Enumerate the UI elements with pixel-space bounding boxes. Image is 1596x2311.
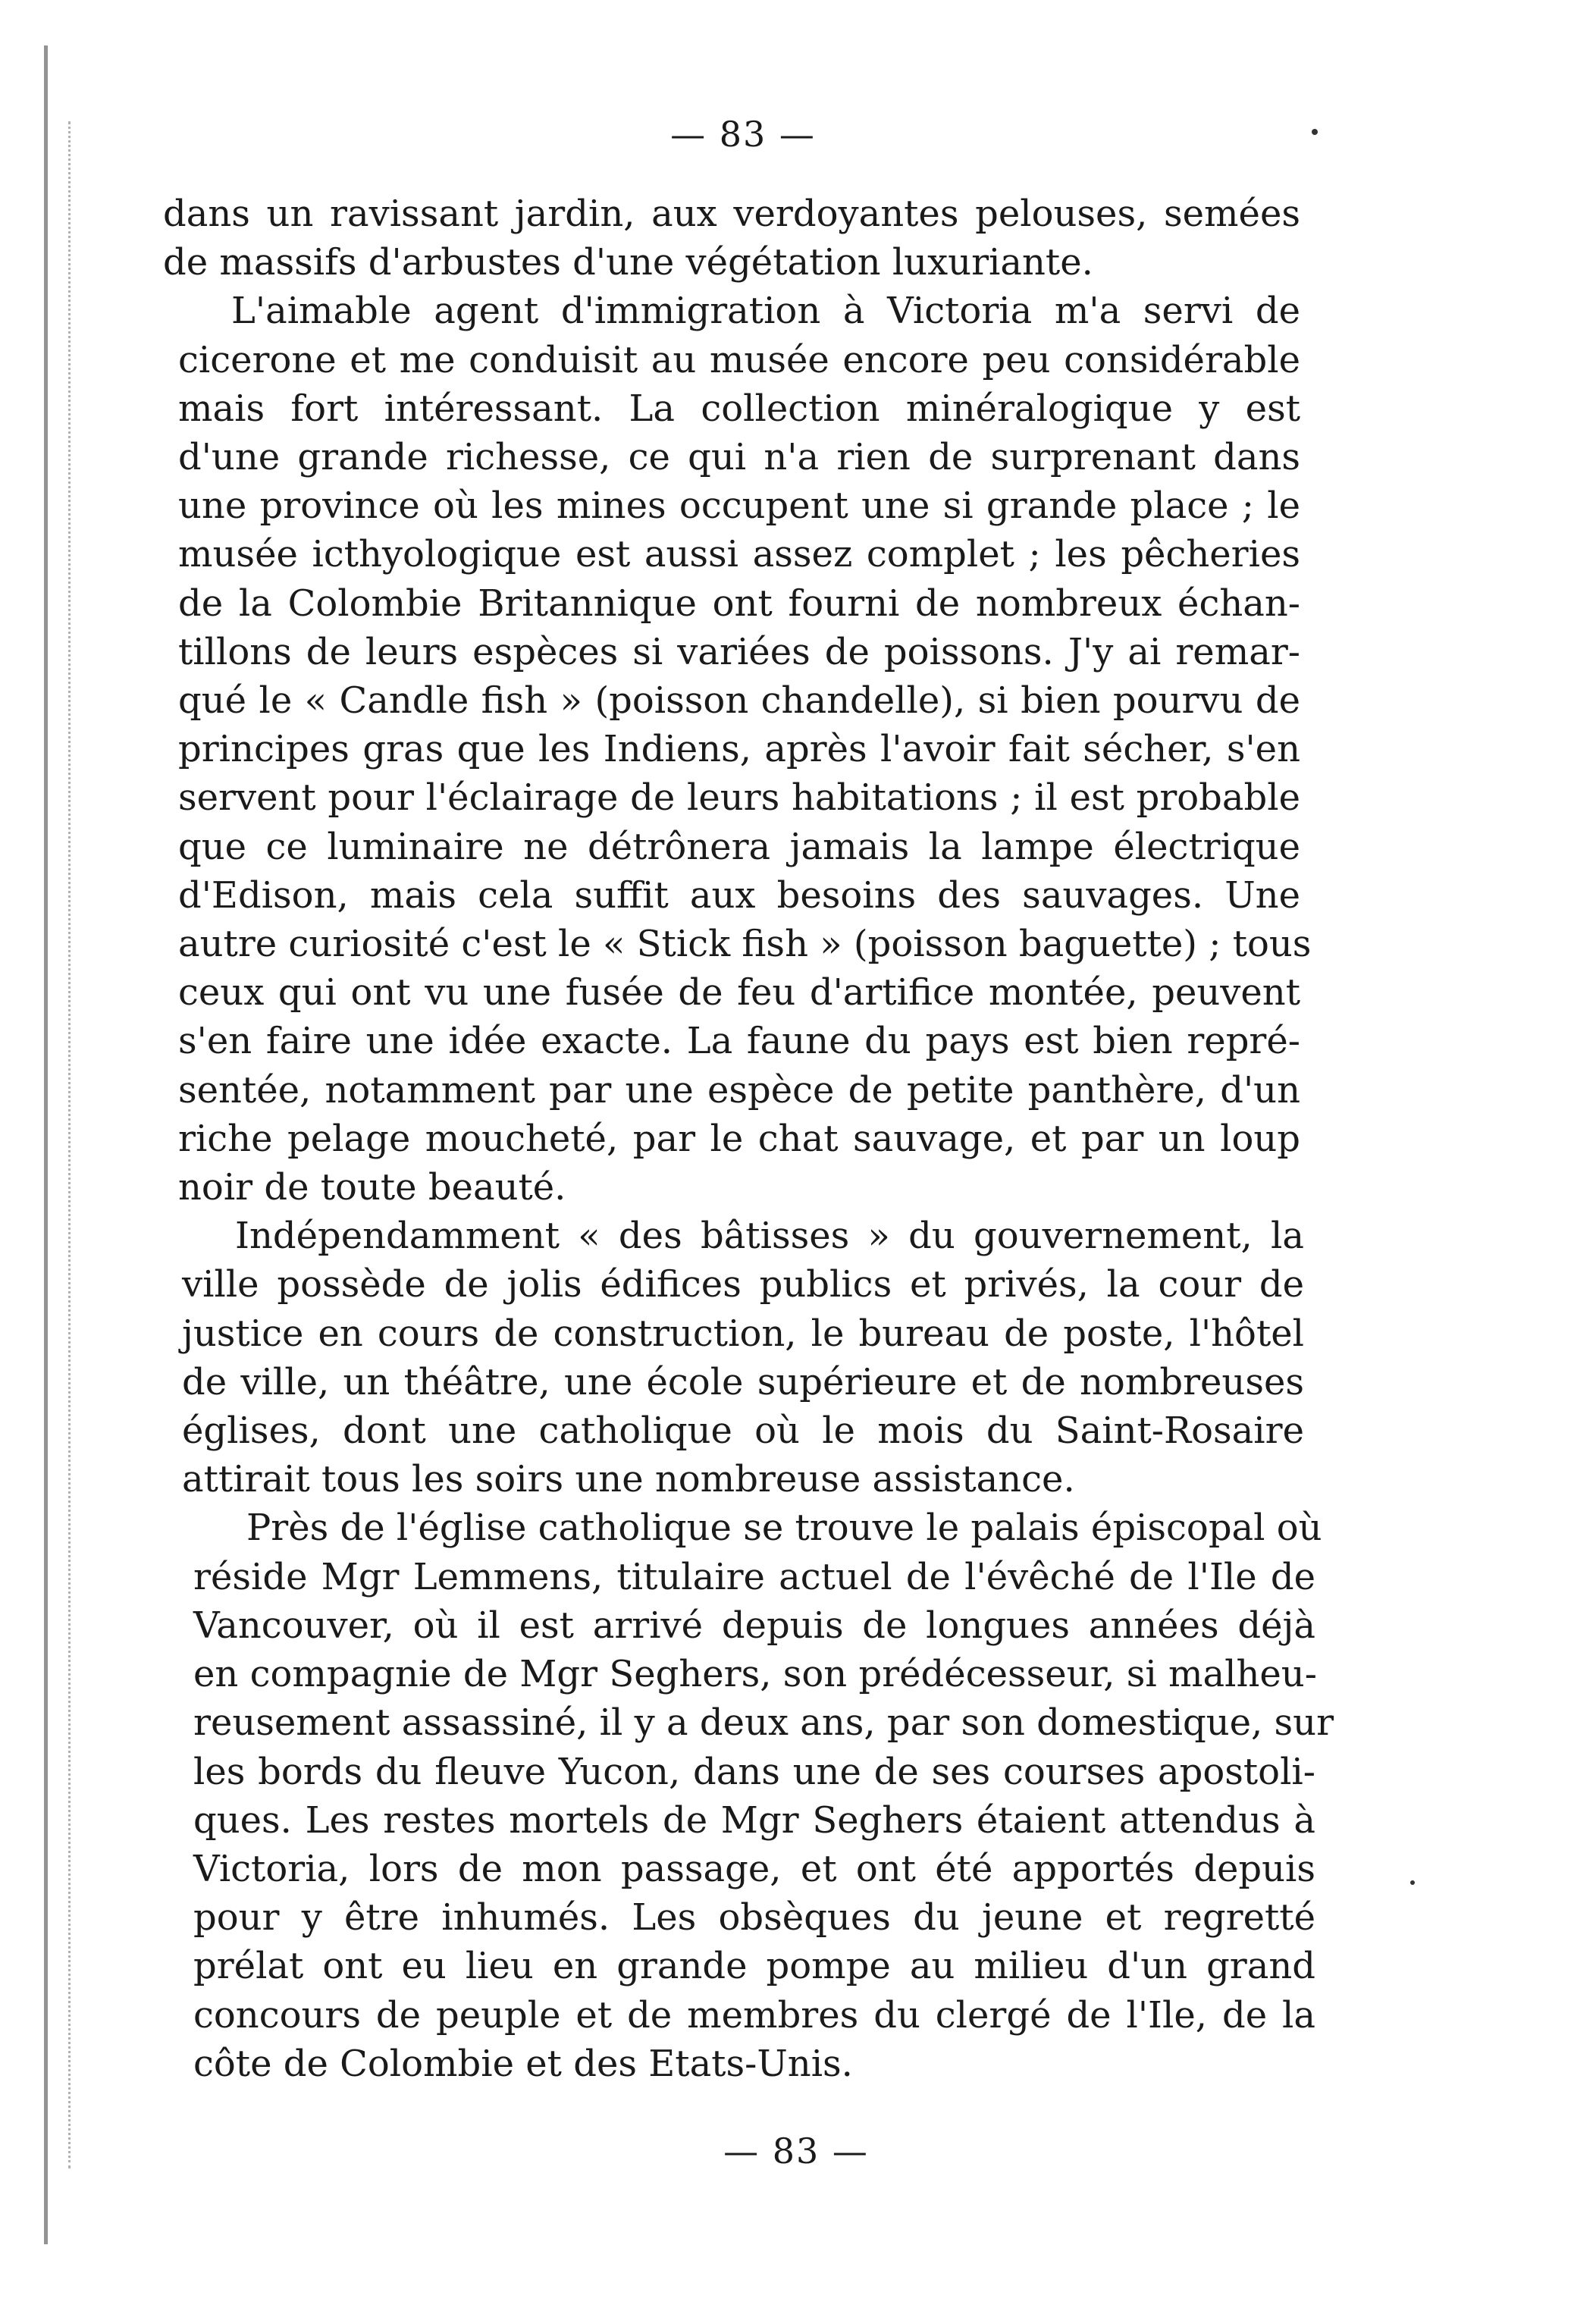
text-line: Près de l'église catholique se trouve le palais épiscopal où — [246, 1507, 1322, 1550]
text-line: d'une grande richesse, ce qui n'a rien de surprenant dans — [178, 436, 1300, 479]
print-speck — [1410, 1880, 1415, 1885]
paragraph-container — [163, 190, 1334, 2088]
text-line: servent pour l'éclairage de leurs habitations ; il est probable — [178, 776, 1300, 820]
text-line: dans un ravissant jardin, aux verdoyantes pelouses, semées — [163, 193, 1300, 235]
text-line: en compagnie de Mgr Seghers, son prédécesseur, si malheu- — [193, 1653, 1317, 1696]
text-line: églises, dont une catholique où le mois du Saint-Rosaire — [182, 1409, 1304, 1453]
text-line: s'en faire une idée exacte. La faune du pays est bien repré- — [178, 1020, 1300, 1063]
text-line: attirait tous les soirs une nombreuse assistance. — [182, 1458, 1075, 1501]
text-line: Vancouver, où il est arrivé depuis de longues années déjà — [193, 1604, 1315, 1647]
header-page-number: — 83 — — [670, 114, 816, 155]
text-line: que ce luminaire ne détrônera jamais la lampe électrique — [178, 825, 1300, 868]
binding-shadow-mark — [68, 121, 75, 2168]
text-line: de ville, un théâtre, une école supérieure et de nombreuses — [182, 1360, 1304, 1403]
text-line: ceux qui ont vu une fusée de feu d'artifice montée, peuvent — [178, 971, 1300, 1014]
text-line: tillons de leurs espèces si variées de poissons. J'y ai remar- — [178, 630, 1300, 673]
text-line: qué le « Candle fish » (poisson chandelle), si bien pourvu de — [178, 679, 1300, 723]
text-line: autre curiosité c'est le « Stick fish » (poisson baguette) ; tous — [178, 923, 1312, 966]
text-line: Victoria, lors de mon passage, et ont été apportés depuis — [193, 1847, 1315, 1890]
text-line: musée icthyologique est aussi assez complet ; les pêcheries — [178, 533, 1300, 576]
text-line: prélat ont eu lieu en grande pompe au milieu d'un grand — [193, 1945, 1315, 1988]
text-line: cicerone et me conduisit au musée encore peu considérable — [178, 338, 1300, 381]
text-line: les bords du fleuve Yucon, dans une de ses courses apostoli- — [193, 1750, 1315, 1793]
text-line: Indépendamment « des bâtisses » du gouvernement, la — [235, 1215, 1304, 1258]
text-line: concours de peuple et de membres du clergé de l'Ile, de la — [193, 1993, 1315, 2037]
text-line: principes gras que les Indiens, après l'avoir fait sécher, s'en — [178, 728, 1300, 771]
footer-page-number: — 83 — — [723, 2131, 869, 2171]
text-line: une province où les mines occupent une si grande place ; le — [178, 484, 1300, 528]
text-line: ville possède de jolis édifices publics et privés, la cour de — [182, 1263, 1304, 1306]
paragraph — [193, 1504, 1334, 2087]
text-line: d'Edison, mais cela suffit aux besoins des sauvages. Une — [178, 873, 1300, 917]
text-line: de la Colombie Britannique ont fourni de nombreux échan- — [178, 582, 1300, 625]
text-line: noir de toute beauté. — [178, 1166, 566, 1209]
text-line: ques. Les restes mortels de Mgr Seghers étaient attendus à — [193, 1798, 1315, 1842]
text-line: pour y être inhumés. Les obsèques du jeune et regretté — [193, 1896, 1315, 1939]
text-line: justice en cours de construction, le bureau de poste, l'hôtel — [182, 1312, 1304, 1355]
text-line: riche pelage moucheté, par le chat sauvage, et par un loup — [178, 1117, 1300, 1160]
text-line: sentée, notamment par une espèce de petite panthère, d'un — [178, 1068, 1300, 1112]
text-line: reusement assassiné, il y a deux ans, par son domestique, sur — [193, 1701, 1334, 1745]
text-line: de massifs d'arbustes d'une végétation luxuriante. — [163, 241, 1093, 284]
text-line: mais fort intéressant. La collection minéralogique y est — [178, 387, 1300, 430]
paragraph — [163, 190, 1300, 287]
text-line: côte de Colombie et des Etats-Unis. — [193, 2042, 853, 2085]
paragraph — [182, 1212, 1304, 1504]
text-line: L'aimable agent d'immigration à Victoria m'a servi de — [231, 290, 1300, 333]
body-text — [163, 190, 1334, 2088]
paragraph — [178, 287, 1312, 1212]
binding-edge-mark — [44, 45, 58, 2244]
text-line: réside Mgr Lemmens, titulaire actuel de l'évêché de l'Ile de — [193, 1555, 1315, 1598]
